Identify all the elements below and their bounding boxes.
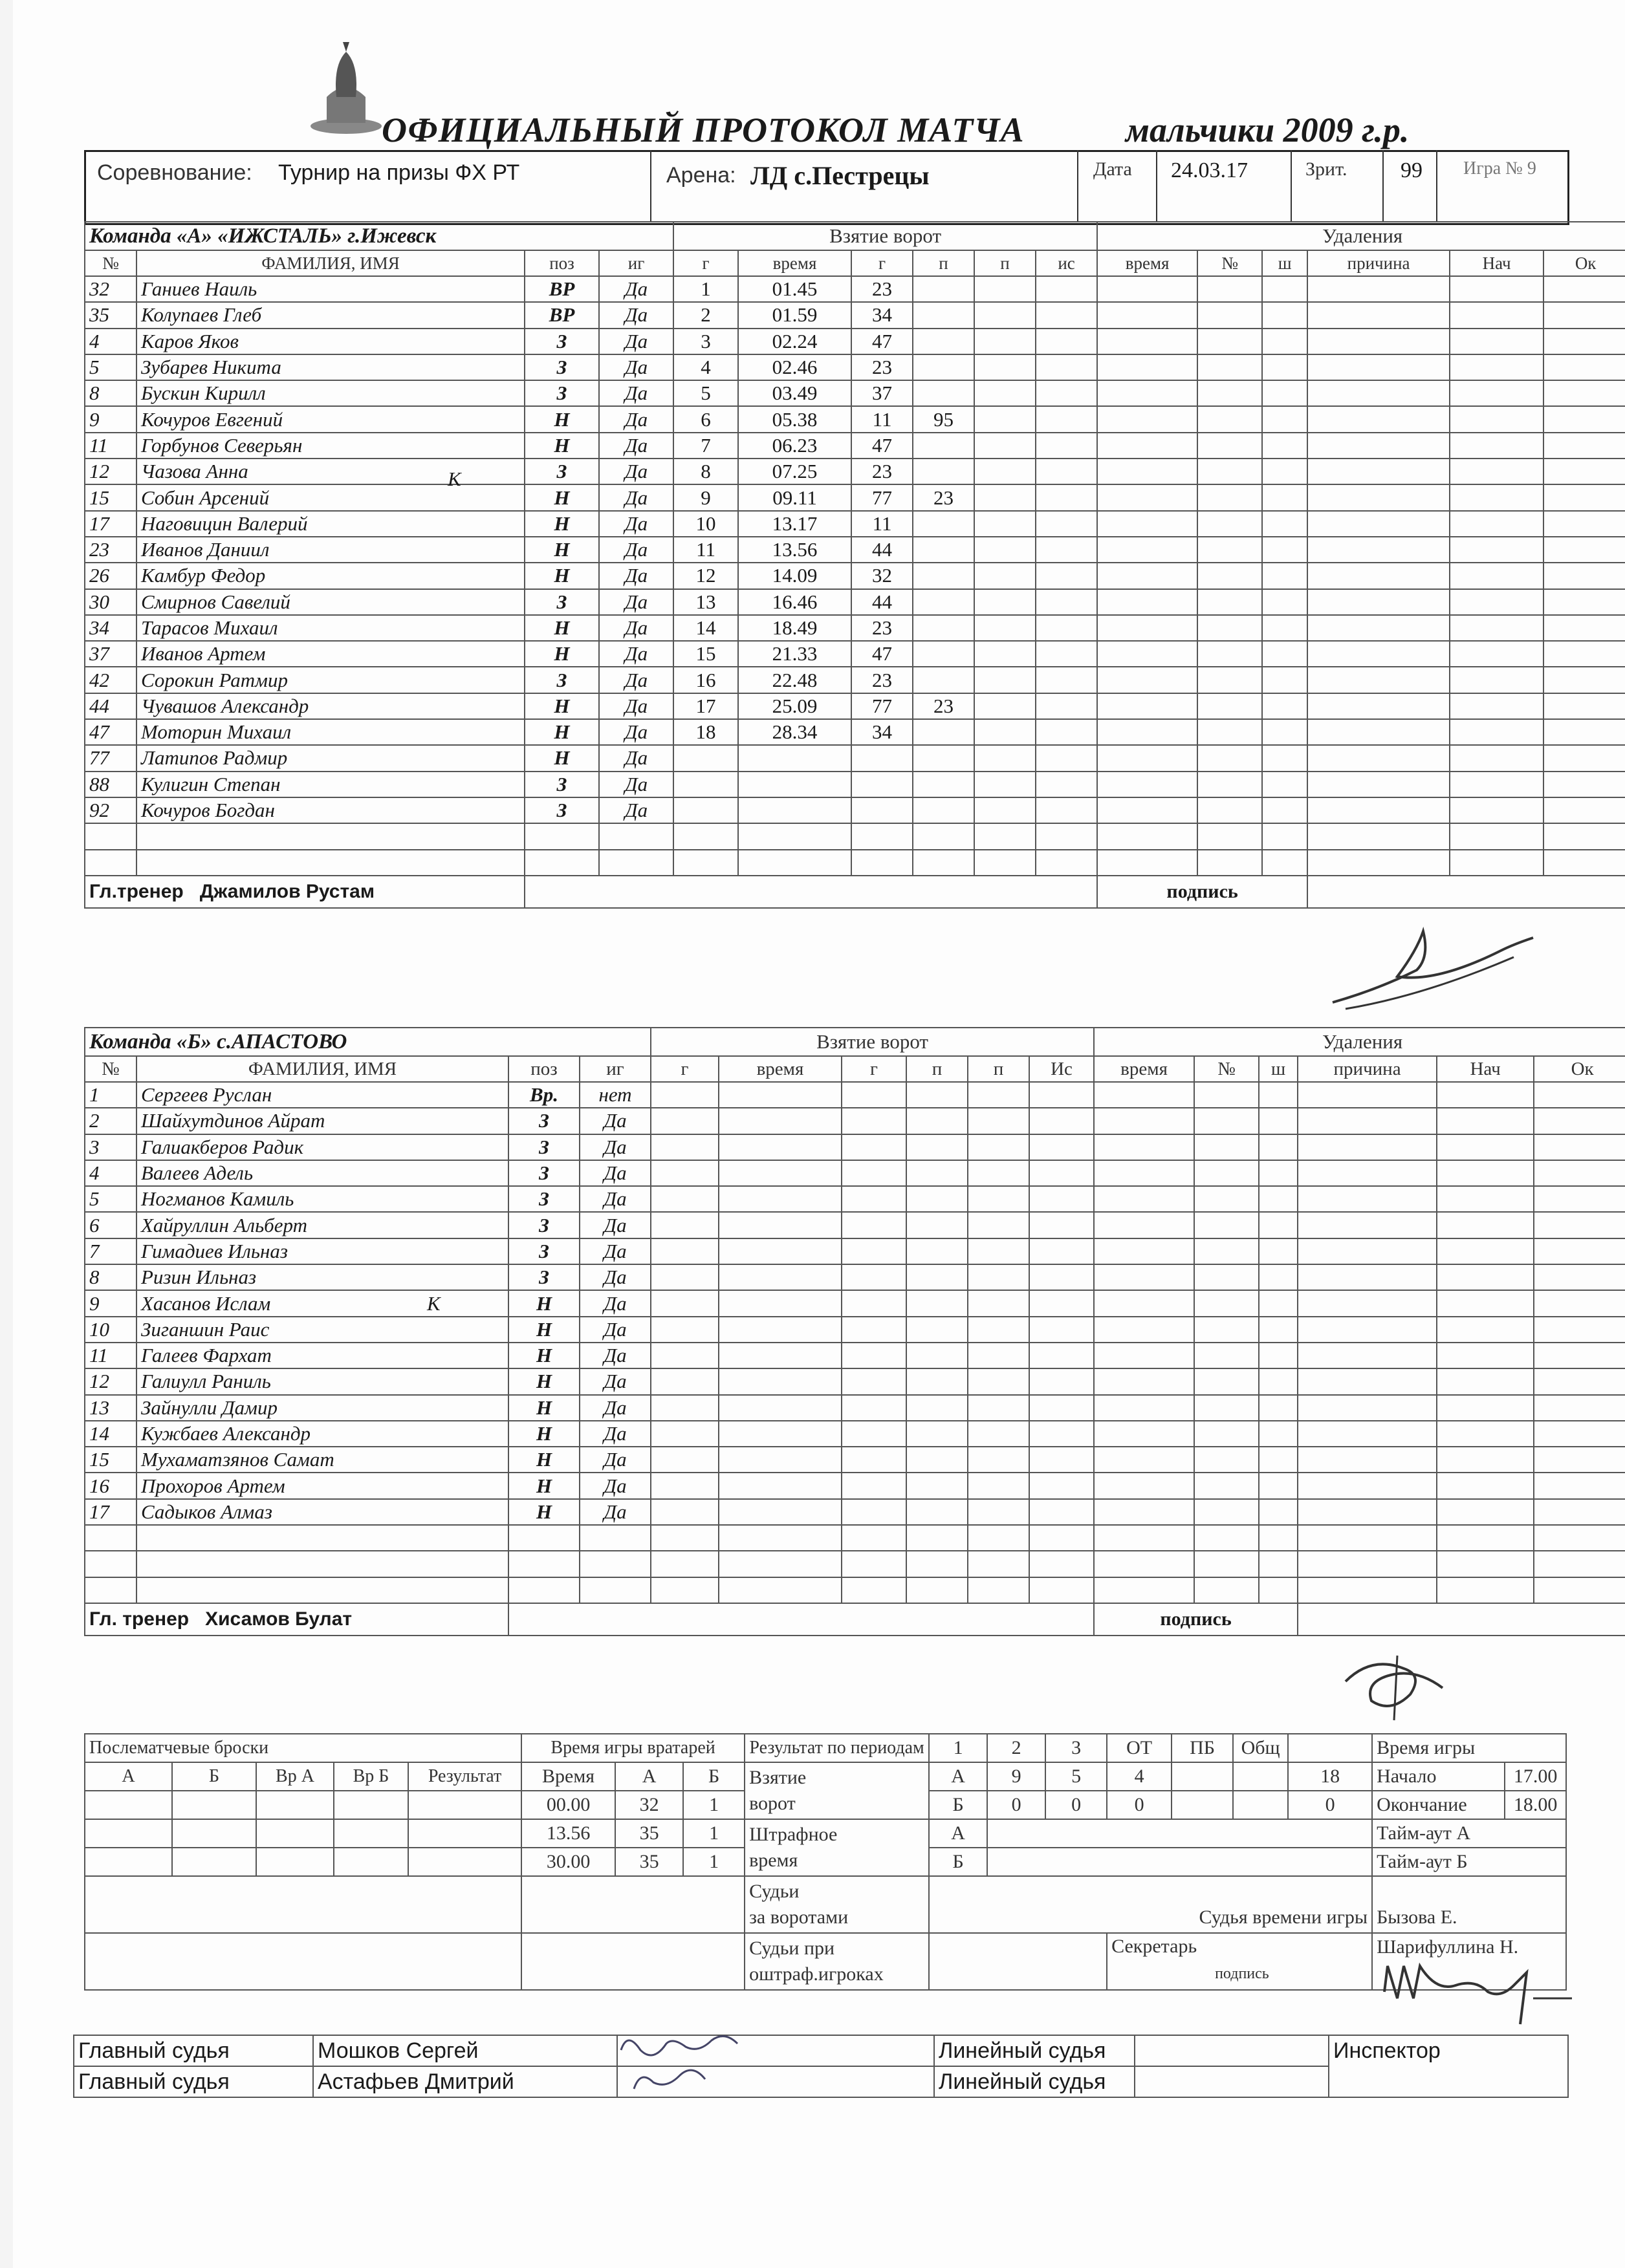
- table-row: 10 Зиганшин Раис Н Да: [85, 1317, 1625, 1343]
- team-b-penalties-label: Удаления: [1094, 1028, 1625, 1056]
- table-row: 17 Наговицин Валерий Н Да 10 13.17 11: [85, 511, 1625, 537]
- team-a-coach-name: Джамилов Рустам: [199, 880, 375, 902]
- table-row: 77 Латипов Радмир Н Да: [85, 745, 1625, 771]
- arena-name: ЛД с.Пестрецы: [750, 161, 930, 190]
- summary-header-row: Послематчевые броски Время игры вратарей Результат по периодам 1 2 3 ОТ ПБ Общ Время игры: [85, 1734, 1566, 1762]
- table-row: 47 Моторин Михаил Н Да 18 28.34 34: [85, 719, 1625, 745]
- team-b-header-row: [85, 1028, 1625, 1056]
- team-a-goals-label: Взятие ворот: [673, 222, 1097, 250]
- referees-table: Главный судья Мошков Сергей Линейный судья Инспектор Главный судья Астафьев Дмитрий Линейный судья: [73, 2035, 1569, 2098]
- game-time-label: Время игры: [1372, 1734, 1566, 1762]
- table-row: [85, 823, 1625, 849]
- team-b-captain-mark: К: [427, 1292, 441, 1315]
- team-b-coach-row: [85, 1603, 1625, 1636]
- summary-table: Послематчевые броски Время игры вратарей Результат по периодам 1 2 3 ОТ ПБ Общ Время игры А Б Вр А Вр Б Результат Время А Б Взятие ворот А 9 5 4 18 Начало 17.00 00.00 32 1 Б 0 0 0 0 Окончание 18.00 13.56 35 1 Штрафное время А Тайм-аут А 30.00 35 1 Б Тайм-аут Б Судьи за воротами Судья времени игры Бызова Е. Судьи при оштраф.игроках Секретарь подпись Шарифуллина Н.: [84, 1733, 1567, 1991]
- table-row: 35 Колупаев Глеб ВР Да 2 01.59 34: [85, 302, 1625, 328]
- table-row: 42 Сорокин Ратмир З Да 16 22.48 23: [85, 667, 1625, 693]
- team-a-signature-label: подпись: [1097, 876, 1307, 908]
- date-value: 24.03.17: [1171, 158, 1248, 182]
- team-a-column-headers: № ФАМИЛИЯ, ИМЯ поз иг г время г п п ис время № ш причина Нач Ок: [85, 250, 1625, 276]
- table-row: 11 Галеев Фархат Н Да: [85, 1343, 1625, 1368]
- team-b-coach-label: Гл. тренер: [89, 1608, 190, 1630]
- table-row: 8 Ризин Ильназ З Да: [85, 1264, 1625, 1290]
- spectators-value: 99: [1401, 158, 1423, 182]
- team-a-penalties-label: Удаления: [1097, 222, 1625, 250]
- end-time: 18.00: [1505, 1791, 1566, 1819]
- secretary-name: Шарифуллина Н.: [1372, 1933, 1566, 1990]
- spectators-label: Зрит.: [1305, 158, 1347, 180]
- coach-b-signature-icon: [1333, 1643, 1462, 1727]
- competition-label: Соревнование:: [97, 160, 252, 185]
- table-row: 23 Иванов Даниил Н Да 11 13.56 44: [85, 537, 1625, 563]
- table-row: 12 Галиулл Раниль Н Да: [85, 1368, 1625, 1394]
- document-title: ОФИЦИАЛЬНЫЙ ПРОТОКОЛ МАТЧА: [382, 111, 1025, 149]
- table-row: 12 Чазова Анна З Да 8 07.25 23: [85, 459, 1625, 484]
- team-a-header-row: [85, 222, 1625, 250]
- team-b-goals-label: Взятие ворот: [651, 1028, 1094, 1056]
- start-time: 17.00: [1505, 1762, 1566, 1791]
- team-b-coach-name: Хисамов Булат: [205, 1608, 353, 1630]
- table-row: 8 Бускин Кирилл З Да 5 03.49 37: [85, 380, 1625, 406]
- referee-signatures-icon: [615, 2024, 744, 2095]
- team-b-signature-label: подпись: [1094, 1603, 1298, 1636]
- timekeeper-name: Бызова Е.: [1372, 1876, 1566, 1933]
- inspector-label: Инспектор: [1329, 2035, 1568, 2097]
- team-a-coach-row: [85, 876, 1625, 908]
- arena-label: Арена:: [666, 163, 736, 188]
- coach-a-signature-icon: [1320, 912, 1553, 1015]
- table-row: 16 Прохоров Артем Н Да: [85, 1473, 1625, 1498]
- table-row: 6 Хайруллин Альберт З Да: [85, 1212, 1625, 1238]
- table-row: 44 Чувашов Александр Н Да 17 25.09 77 23: [85, 693, 1625, 719]
- game-number: Игра № 9: [1463, 158, 1536, 178]
- age-category: мальчики 2009 г.р.: [1126, 111, 1410, 149]
- team-a-table: [84, 221, 1625, 909]
- table-row: 17 Садыков Алмаз Н Да: [85, 1499, 1625, 1525]
- table-row: 88 Кулигин Степан З Да: [85, 772, 1625, 797]
- shootout-label: Послематчевые броски: [85, 1734, 521, 1762]
- table-row: 32 Ганиев Наиль ВР Да 1 01.45 23: [85, 276, 1625, 302]
- table-row: 5 Зубарев Никита З Да 4 02.46 23: [85, 354, 1625, 380]
- table-row: 30 Смирнов Савелий З Да 13 16.46 44: [85, 589, 1625, 615]
- table-row: 11 Горбунов Северьян Н Да 7 06.23 47: [85, 433, 1625, 459]
- periods-label: Результат по периодам: [745, 1734, 929, 1762]
- team-b-column-headers: № ФАМИЛИЯ, ИМЯ поз иг г время г п п Ис время № ш причина Нач Ок: [85, 1056, 1625, 1082]
- table-row: 2 Шайхутдинов Айрат З Да: [85, 1108, 1625, 1134]
- table-row: 15 Собин Арсений Н Да 9 09.11 77 23: [85, 484, 1625, 510]
- main-referee-1: Мошков Сергей: [313, 2035, 617, 2066]
- secretary-signature-icon: [1371, 1953, 1578, 2031]
- table-row: 5 Ногманов Камиль З Да: [85, 1186, 1625, 1212]
- table-row: [85, 1525, 1625, 1551]
- team-b-table: [84, 1027, 1625, 1636]
- table-row: 4 Валеев Адель З Да: [85, 1160, 1625, 1186]
- team-a-captain-mark: К: [448, 468, 461, 490]
- table-row: 9 Кочуров Евгений Н Да 6 05.38 11 95: [85, 406, 1625, 432]
- table-row: 92 Кочуров Богдан З Да: [85, 797, 1625, 823]
- table-row: 13 Зайнулли Дамир Н Да: [85, 1395, 1625, 1421]
- table-row: 3 Галиакберов Радик З Да: [85, 1134, 1625, 1160]
- table-row: [85, 1577, 1625, 1603]
- table-row: [85, 1551, 1625, 1577]
- main-referee-2: Астафьев Дмитрий: [313, 2066, 617, 2097]
- table-row: 37 Иванов Артем Н Да 15 21.33 47: [85, 641, 1625, 667]
- table-row: 26 Камбур Федор Н Да 12 14.09 32: [85, 563, 1625, 589]
- table-row: 4 Каров Яков З Да 3 02.24 47: [85, 329, 1625, 354]
- emblem-icon: [307, 39, 385, 136]
- secretary-label: Секретарь: [1111, 1936, 1197, 1957]
- goalie-time-label: Время игры вратарей: [521, 1734, 745, 1762]
- table-row: 15 Мухаматзянов Самат Н Да: [85, 1447, 1625, 1473]
- table-row: 1 Сергеев Руслан Вр. нет: [85, 1082, 1625, 1108]
- table-row: 14 Кужбаев Александр Н Да: [85, 1421, 1625, 1447]
- timekeeper-label: Судья времени игры: [929, 1876, 1372, 1933]
- date-label: Дата: [1093, 158, 1132, 180]
- team-a-coach-label: Гл.тренер: [89, 880, 184, 902]
- team-a-title: Команда «А» «ИЖСТАЛЬ» г.Ижевск: [85, 222, 673, 250]
- table-row: 9 Хасанов Ислам Н Да: [85, 1290, 1625, 1316]
- competition-name: Турнир на призы ФХ РТ: [278, 160, 520, 185]
- table-row: 34 Тарасов Михаил Н Да 14 18.49 23: [85, 615, 1625, 641]
- team-b-title: Команда «Б» с.АПАСТОВО: [85, 1028, 651, 1056]
- table-row: 7 Гимадиев Ильназ З Да: [85, 1238, 1625, 1264]
- table-row: [85, 850, 1625, 876]
